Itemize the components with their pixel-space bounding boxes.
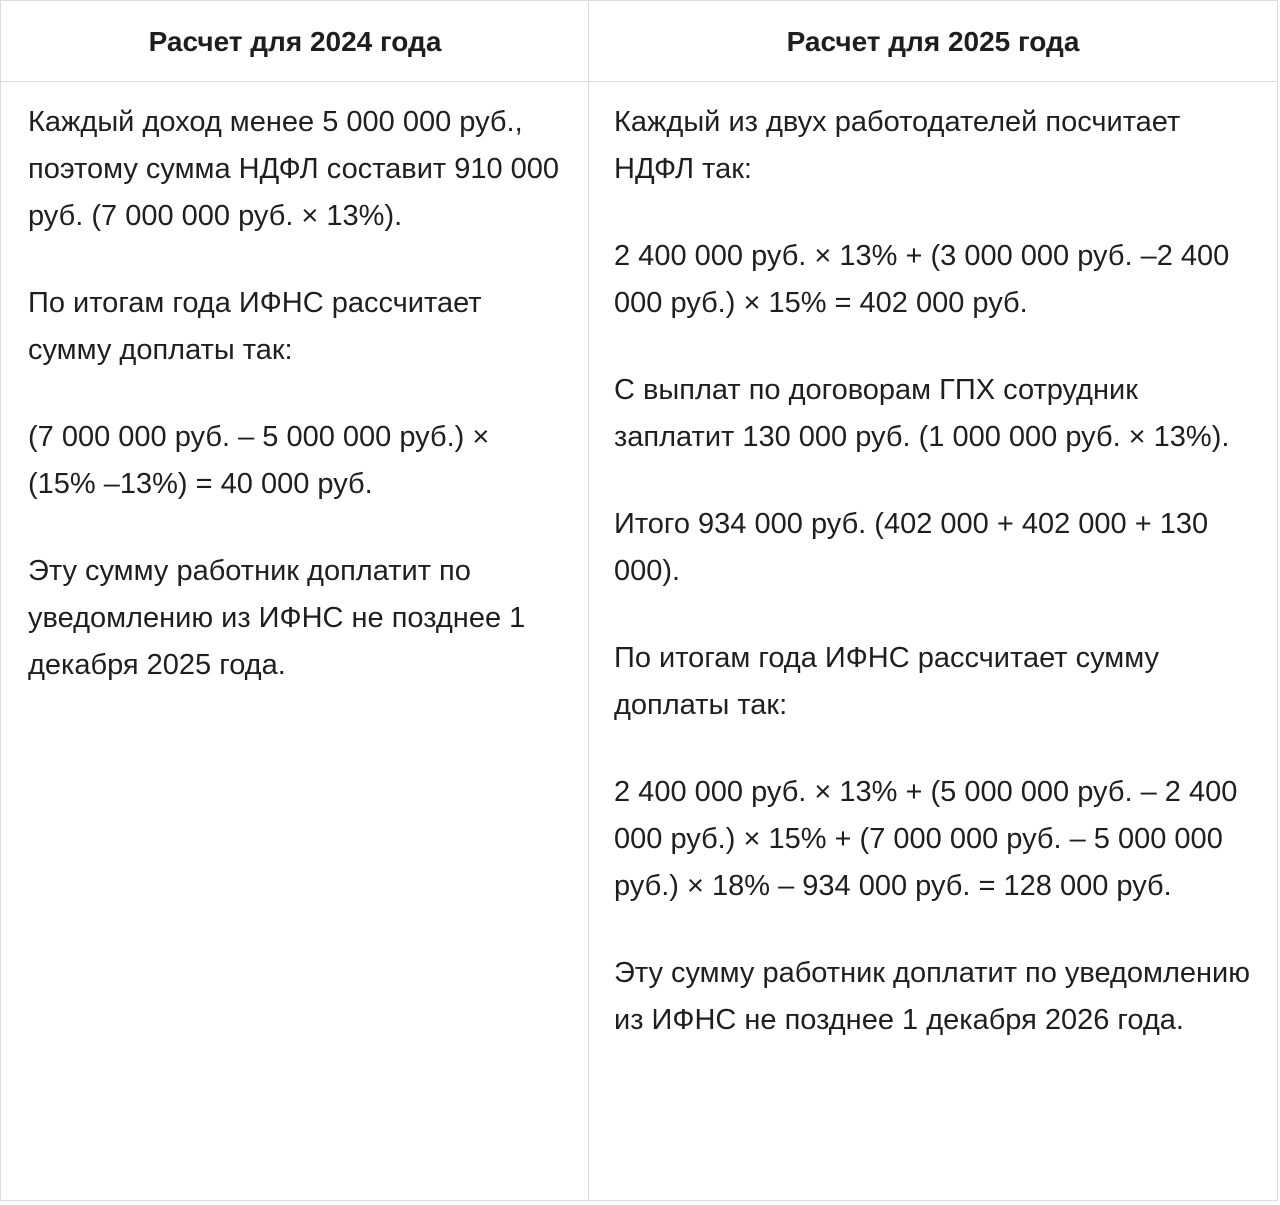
- paragraph-2025-employer-formula: 2 400 000 руб. × 13% + (3 000 000 руб. –2 400 000 руб.) × 15% = 402 000 руб.: [614, 240, 1230, 319]
- paragraph-2025-deadline: Эту сумму работник доплатит по уведомлению из ИФНС не позднее 1 декабря 2026 года.: [614, 957, 1250, 1036]
- paragraph-2025-ifns-intro: По итогам года ИФНС рассчитает сумму доплаты так:: [614, 642, 1159, 721]
- cell-2025: [614, 81, 1262, 1084]
- cell-2024: [28, 81, 563, 729]
- paragraph-2025-employers: Каждый из двух работодателей посчитает НДФЛ так:: [614, 106, 1181, 185]
- paragraph-2024-ifns-intro: По итогам года ИФНС рассчитает сумму доплаты так:: [28, 287, 482, 366]
- paragraph-2024-income: Каждый доход менее 5 000 000 руб., поэтому сумма НДФЛ составит 910 000 руб. (7 000 000 руб. × 13%).: [28, 106, 560, 232]
- paragraph-2025-gph: С выплат по договорам ГПХ сотрудник заплатит 130 000 руб. (1 000 000 руб. × 13%).: [614, 374, 1230, 453]
- header-2024: Расчет для 2024 года: [148, 26, 442, 57]
- paragraph-2024-formula: (7 000 000 руб. – 5 000 000 руб.) × (15% –13%) = 40 000 руб.: [28, 421, 490, 500]
- paragraph-2025-formula: 2 400 000 руб. × 13% + (5 000 000 руб. – 2 400 000 руб.) × 15% + (7 000 000 руб. – 5 000 000 руб.) × 18% – 934 000 руб. = 128 000 руб.: [614, 776, 1238, 902]
- table-header-row: [1, 1, 1277, 82]
- paragraph-2025-total: Итого 934 000 руб. (402 000 + 402 000 + 130 000).: [614, 508, 1209, 587]
- column-divider: [588, 1, 589, 1200]
- paragraph-2024-deadline: Эту сумму работник доплатит по уведомлению из ИФНС не позднее 1 декабря 2025 года.: [28, 555, 526, 681]
- header-2025: Расчет для 2025 года: [786, 26, 1080, 57]
